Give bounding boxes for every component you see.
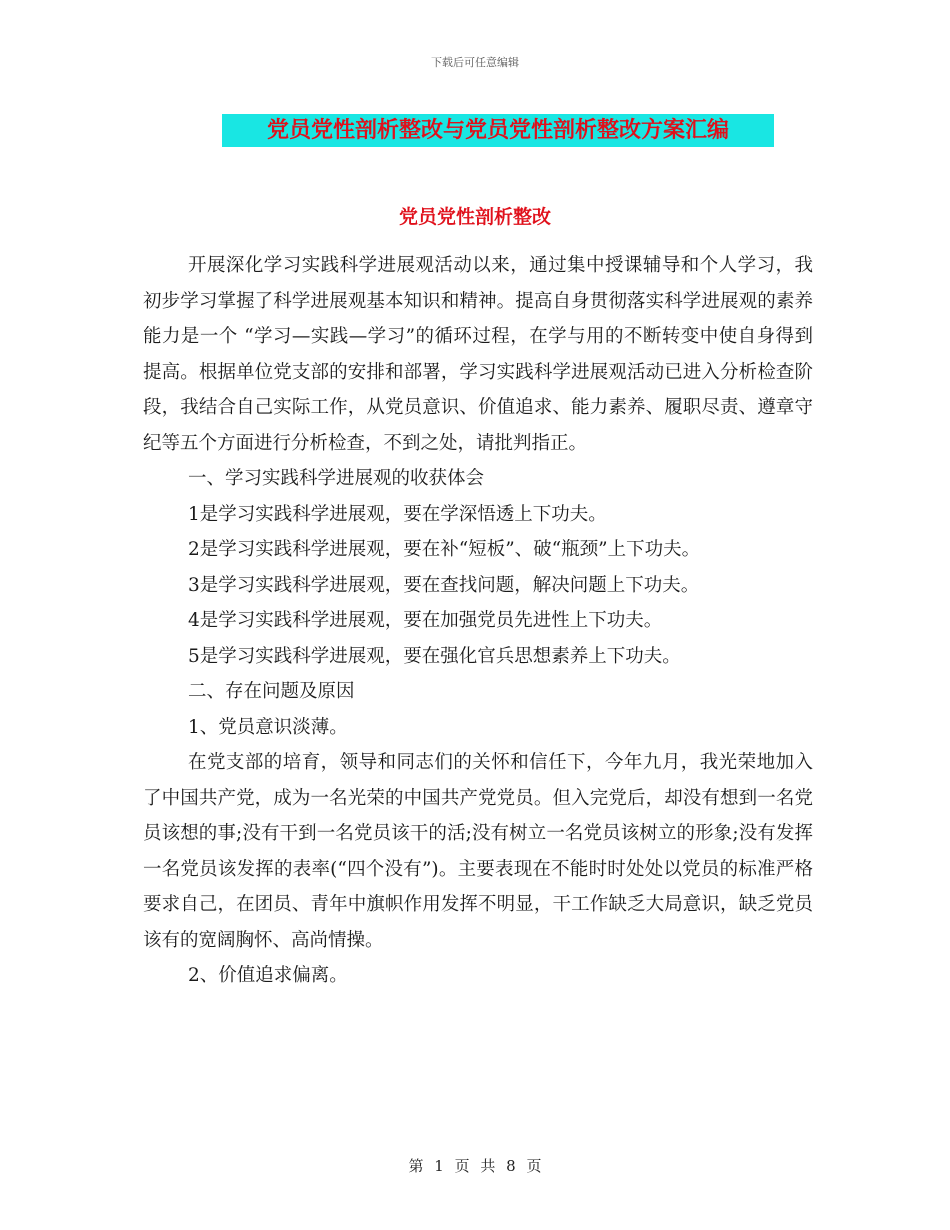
list-item: 4是学习实践科学进展观，要在加强党员先进性上下功夫。 [188, 610, 663, 631]
heading-gains: 一、学习实践科学进展观的收获体会 [188, 468, 485, 489]
list-item: 3是学习实践科学进展观，要在查找问题，解决问题上下功夫。 [188, 574, 700, 596]
list-item: 2是学习实践科学进展观，要在补“短板”、破“瓶颈”上下功夫。 [188, 539, 701, 560]
page-footer: 第 1 页 共 8 页 [408, 1157, 542, 1175]
body-text [143, 248, 813, 994]
subheading-party-awareness: 1、党员意识淡薄。 [188, 716, 348, 738]
subheading-value-pursuit: 2、价值追求偏离。 [188, 965, 348, 986]
document-title: 党员党性剖析整改与党员党性剖析整改方案汇编 [222, 114, 774, 147]
paragraph-party-awareness: 在党支部的培育，领导和同志们的关怀和信任下，今年九月，我光荣地加入了中国共产党，成为一名光荣的中国共产党党员。但入完党后，却没有想到一名党员该想的事;没有干到一名党员该干的活;没有树立一名党员该树立的形象;没有发挥一名党员该发挥的表率(“四个没有”)。主要表现在不能时时处处以党员的标准严格要求自己，在团员、青年中旗帜作用发挥不明显，干工作缺乏大局意识，缺乏党员该有的宽阔胸怀、高尚情操。 [143, 752, 813, 951]
section-title: 党员党性剖析整改 [398, 206, 551, 228]
paragraph-intro: 开展深化学习实践科学进展观活动以来，通过集中授课辅导和个人学习，我初步学习掌握了科学进展观基本知识和精神。提高自身贯彻落实科学进展观的素养能力是一个 “学习—实践—学习”的循环过程，在学与用的不断转变中使自身得到提高。根据单位党支部的安排和部署，学习实践科学进展观活动已进入分析检查阶段，我结合自己实际工作，从党员意识、价值追求、能力素养、履职尽责、遵章守纪等五个方面进行分析检查，不到之处，请批判指正。 [143, 255, 813, 454]
heading-problems: 二、存在问题及原因 [188, 681, 355, 702]
header-note: 下载后可任意编辑 [431, 56, 519, 69]
list-item: 1是学习实践科学进展观，要在学深悟透上下功夫。 [188, 503, 607, 525]
list-item: 5是学习实践科学进展观，要在强化官兵思想素养上下功夫。 [188, 645, 681, 667]
